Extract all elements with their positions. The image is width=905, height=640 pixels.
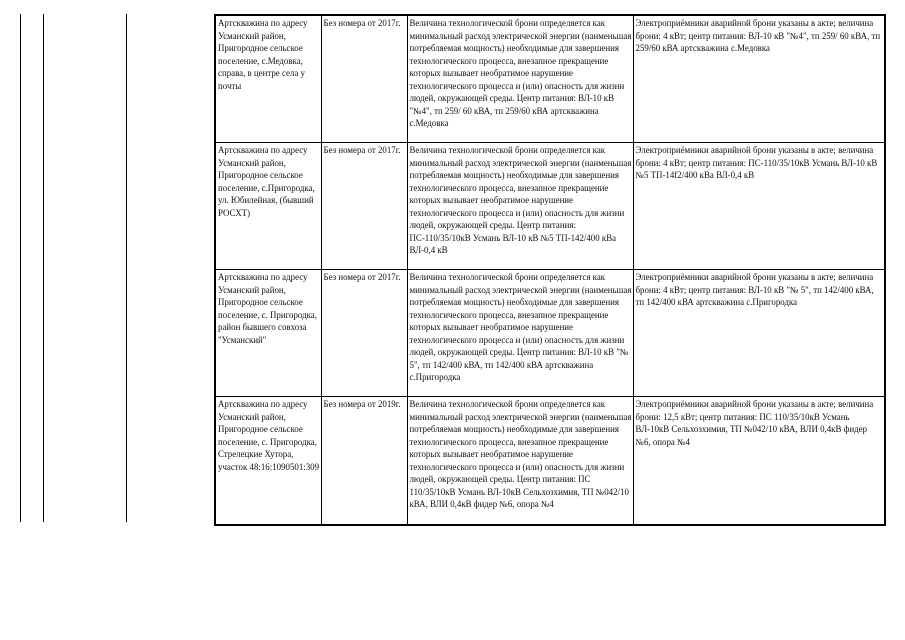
document-number-cell: Без номера от 2019г. <box>321 397 407 526</box>
technological-reserve-table <box>214 14 886 526</box>
left-column-rule-1 <box>20 14 21 522</box>
reserve-definition-cell: Величина технологической брони определяется как минимальный расход электрической энергии (наименьшая потребляемая мощность) необходимые для завершения технологического процесса, внезапное прекращение которых вызывает необратимое нарушение технологического процесса и (или) опасность для жизни людей, окружающей среды. Центр питания: ВЛ-10 кВ "№ 5", тп 142/400 кВА, тп 142/400 кВА артскважина с.Пригородка <box>407 270 633 397</box>
left-column-rule-2 <box>43 14 44 522</box>
table-row <box>215 143 885 270</box>
table-row <box>215 15 885 143</box>
reserve-definition-cell: Величина технологической брони определяется как минимальный расход электрической энергии (наименьшая потребляемая мощность) необходимые для завершения технологического процесса, внезапное прекращение которых вызывает необратимое нарушение технологического процесса и (или) опасность для жизни людей, окружающей среды. Центр питания: ПС-110/35/10кВ Усмань ВЛ-10 кВ №5 ТП-142/400 кВа ВЛ-0,4 кВ <box>407 143 633 270</box>
reserve-definition-cell: Величина технологической брони определяется как минимальный расход электрической энергии (наименьшая потребляемая мощность) необходимые для завершения технологического процесса, внезапное прекращение которых вызывает необратимое нарушение технологического процесса и (или) опасность для жизни людей, окружающей среды. Центр питания: ВЛ-10 кВ "№4", тп 259/ 60 кВА, тп 259/60 кВА артскважина с.Медовка <box>407 15 633 143</box>
reserve-definition-cell: Величина технологической брони определяется как минимальный расход электрической энергии (наименьшая потребляемая мощность) необходимые для завершения технологического процесса, внезапное прекращение которых вызывает необратимое нарушение технологического процесса и (или) опасность для жизни людей, окружающей среды. Центр питания: ПС 110/35/10кВ Усмань ВЛ-10кВ Сельхозхимия, ТП №042/10 кВА, ВЛИ 0,4кВ фидер №6, опора №4 <box>407 397 633 526</box>
address-cell: Артскважина по адресу Усманский район, Пригородное сельское поселение, с. Пригородка, Стрелецкие Хутора, участок 48:16:1090501:309 <box>215 397 321 526</box>
emergency-receivers-cell: Электроприёмники аварийной брони указаны в акте; величина брони: 12,5 кВт; центр питания: ПС 110/35/10кВ Усмань ВЛ-10кВ Сельхозхимия, ТП №042/10 кВА, ВЛИ 0,4кВ фидер №6, опора №4 <box>633 397 885 526</box>
document-number-cell: Без номера от 2017г. <box>321 15 407 143</box>
table-row <box>215 270 885 397</box>
emergency-receivers-cell: Электроприёмники аварийной брони указаны в акте; величина брони: 4 кВт; центр питания: ВЛ-10 кВ "№ 5", тп 142/400 кВА, тп 142/400 кВА артскважина с.Пригородка <box>633 270 885 397</box>
address-cell: Артскважина по адресу Усманский район, Пригородное сельское поселение, с.Медовка, справа, в центре села у почты <box>215 15 321 143</box>
emergency-receivers-cell: Электроприёмники аварийной брони указаны в акте; величина брони: 4 кВт; центр питания: ПС-110/35/10кВ Усмань ВЛ-10 кВ №5 ТП-14f2/400 кВа ВЛ-0,4 кВ <box>633 143 885 270</box>
address-cell: Артскважина по адресу Усманский район, Пригородное сельское поселение, с. Пригородка, район бывшего совхоза "Усманский" <box>215 270 321 397</box>
document-number-cell: Без номера от 2017г. <box>321 143 407 270</box>
table-row <box>215 397 885 526</box>
left-column-rule-3 <box>126 14 127 522</box>
emergency-receivers-cell: Электроприёмники аварийной брони указаны в акте; величина брони: 4 кВт; центр питания: ВЛ-10 кВ "№4", тп 259/ 60 кВА, тп 259/60 кВА артскважина с.Медовка <box>633 15 885 143</box>
document-number-cell: Без номера от 2017г. <box>321 270 407 397</box>
address-cell: Артскважина по адресу Усманский район, Пригородное сельское поселение, с.Пригородка, ул. Юбилейная, (бывший РОСХТ) <box>215 143 321 270</box>
